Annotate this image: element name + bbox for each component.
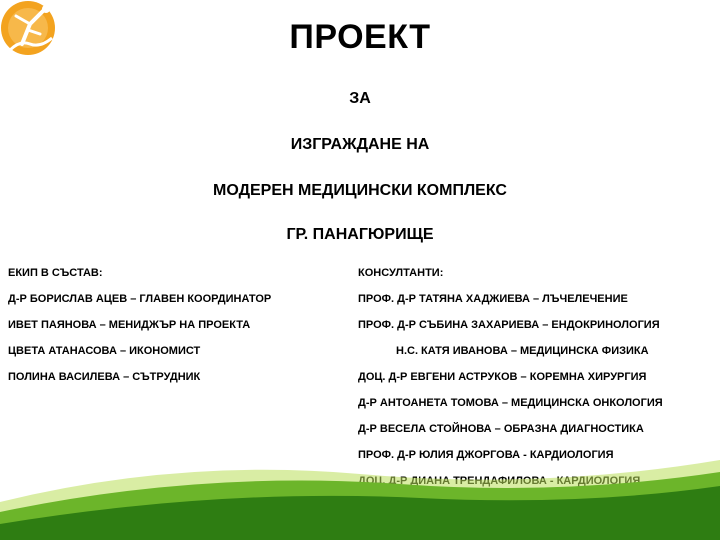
consultants-heading: КОНСУЛТАНТИ: (358, 267, 444, 279)
grass-ground-decoration (0, 440, 720, 540)
consultant: ДОЦ. Д-Р ЕВГЕНИ АСТРУКОВ – КОРЕМНА ХИРУРГИЯ (358, 371, 647, 383)
team-heading: ЕКИП В СЪСТАВ: (8, 267, 103, 279)
team-member: ПОЛИНА ВАСИЛЕВА – СЪТРУДНИК (8, 371, 201, 383)
consultant: Н.С. КАТЯ ИВАНОВА – МЕДИЦИНСКА ФИЗИКА (396, 345, 649, 357)
consultant: Д-Р ВЕСЕЛА СТОЙНОВА – ОБРАЗНА ДИАГНОСТИКА (358, 423, 644, 435)
page-title: ПРОЕКТ (289, 18, 431, 56)
consultant: ПРОФ. Д-Р ТАТЯНА ХАДЖИЕВА – ЛЪЧЕЛЕЧЕНИЕ (358, 293, 628, 305)
team-member: Д-Р БОРИСЛАВ АЦЕВ – ГЛАВЕН КООРДИНАТОР (8, 293, 272, 305)
subtitle-line-4: ГР. ПАНАГЮРИЩЕ (286, 226, 434, 243)
subtitle-line-3: МОДЕРЕН МЕДИЦИНСКИ КОМПЛЕКС (213, 182, 507, 199)
consultant: Д-Р АНТОАНЕТА ТОМОВА – МЕДИЦИНСКА ОНКОЛОГИЯ (358, 397, 663, 409)
consultant: ПРОФ. Д-Р ЮЛИЯ ДЖОРГОВА - КАРДИОЛОГИЯ (358, 449, 614, 461)
team-member: ЦВЕТА АТАНАСОВА – ИКОНОМИСТ (8, 345, 201, 357)
consultant: ПРОФ. Д-Р СЪБИНА ЗАХАРИЕВА – ЕНДОКРИНОЛОГИЯ (358, 319, 660, 331)
team-column (8, 266, 328, 396)
team-member: ИВЕТ ПАЯНОВА – МЕНИДЖЪР НА ПРОЕКТА (8, 319, 251, 331)
subtitle-line-1: ЗА (349, 90, 371, 107)
subtitle-line-2: ИЗГРАЖДАНЕ НА (290, 136, 430, 153)
